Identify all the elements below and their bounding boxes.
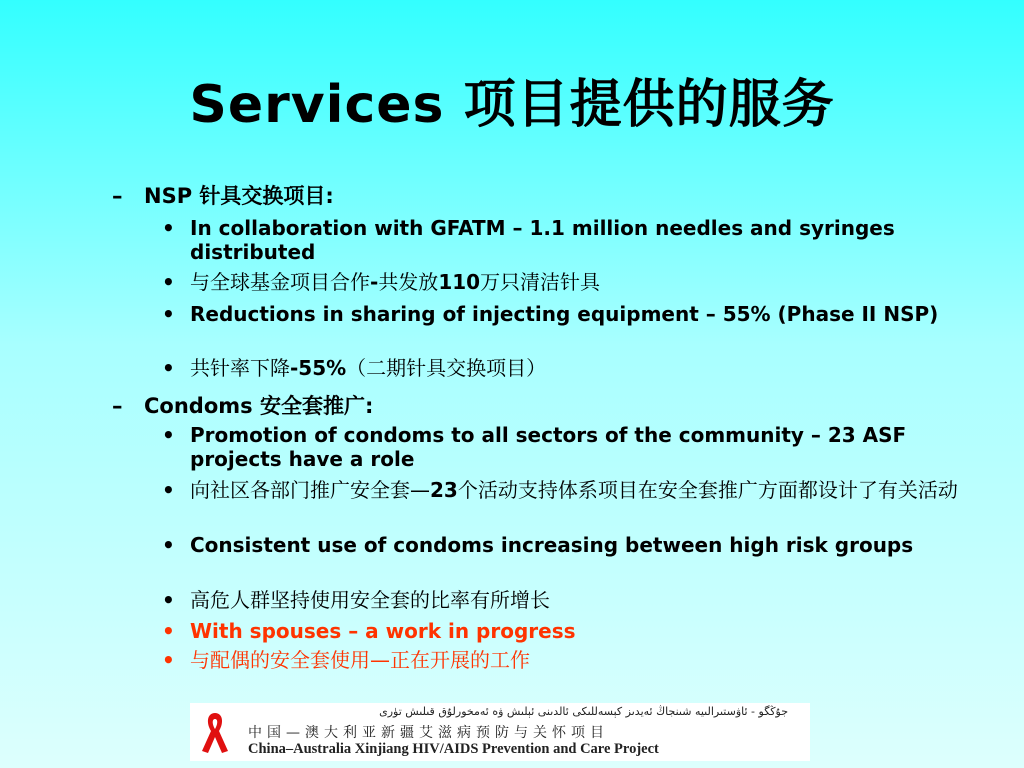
bullet-dot: • xyxy=(162,356,175,380)
dash-bullet: – xyxy=(112,184,123,208)
bullet-text-part: 向社区各部门推广安全套— xyxy=(190,478,430,502)
bullet-text: 高危人群坚持使用安全套的比率有所增长 xyxy=(190,588,550,612)
list-item xyxy=(162,423,962,471)
list-item xyxy=(162,302,962,326)
bullet-text-bold: - xyxy=(370,270,379,294)
section-nsp-heading-text: NSP 针具交换项目: xyxy=(144,184,334,208)
bullet-dot: • xyxy=(162,648,175,672)
list-item xyxy=(162,216,962,264)
bullet-text-part: 共针率下降 xyxy=(190,356,290,380)
section-nsp-heading xyxy=(112,180,334,210)
footer-english-text: China–Australia Xinjiang HIV/AIDS Prevention and Care Project xyxy=(248,741,659,757)
slide-title: Services 项目提供的服务 xyxy=(189,75,835,135)
bullet-dot: • xyxy=(162,619,175,643)
list-item xyxy=(162,533,962,557)
section-condoms-heading xyxy=(112,390,373,420)
bullet-text: Reductions in sharing of injecting equipment – 55% (Phase II NSP) xyxy=(190,302,939,326)
bullet-text: Promotion of condoms to all sectors of the community – 23 ASF projects have a role xyxy=(190,423,907,471)
bullet-text-part: 共发放 xyxy=(378,270,439,294)
bullet-text: In collaboration with GFATM – 1.1 million needles and syringes distributed xyxy=(190,216,895,264)
bullet-dot: • xyxy=(162,216,175,240)
red-ribbon-icon xyxy=(196,709,234,755)
bullet-text: With spouses – a work in progress xyxy=(190,619,576,643)
bullet-text-bold: 110 xyxy=(438,270,481,294)
project-footer-banner xyxy=(190,703,810,761)
bullet-dot: • xyxy=(162,302,175,326)
bullet-dot: • xyxy=(162,533,175,557)
bullet-text: 与配偶的安全套使用—正在开展的工作 xyxy=(190,648,530,672)
list-item xyxy=(162,356,962,380)
bullet-text: Consistent use of condoms increasing between high risk groups xyxy=(190,533,914,557)
bullet-text-bold: 23 xyxy=(430,478,458,502)
bullet-dot: • xyxy=(162,423,175,447)
bullet-text xyxy=(190,478,962,502)
bullet-text xyxy=(190,270,962,294)
footer-chinese-text: 中国—澳大利亚新疆艾滋病预防与关怀项目 xyxy=(248,725,609,741)
bullet-dot: • xyxy=(162,478,175,502)
list-item-highlight xyxy=(162,619,962,643)
section-condoms-heading-text: Condoms 安全套推广: xyxy=(144,394,374,418)
bullet-text-part: （二期针具交换项目） xyxy=(346,356,547,380)
list-item-highlight xyxy=(162,648,962,672)
list-item xyxy=(162,478,962,502)
list-item xyxy=(162,270,962,294)
bullet-dot: • xyxy=(162,270,175,294)
bullet-text-part: 个活动支持体系项目在安全套推广方面都设计了有关活动 xyxy=(457,478,958,502)
list-item xyxy=(162,588,962,612)
bullet-dot: • xyxy=(162,588,175,612)
bullet-text-bold: -55% xyxy=(290,356,347,380)
bullet-text xyxy=(190,356,962,380)
bullet-text-part: 万只清洁针具 xyxy=(480,270,601,294)
bullet-text-part: 与全球基金项目合作 xyxy=(190,270,370,294)
dash-bullet: – xyxy=(112,394,123,418)
footer-uyghur-text: جۇڭگو - ئاۋستىرالىيە شىنجاڭ ئەيدىز كېسەللىكى ئالدىنى ئېلىش ۋە ئەمخورلۇق قىلىش تۈرى xyxy=(379,705,788,718)
